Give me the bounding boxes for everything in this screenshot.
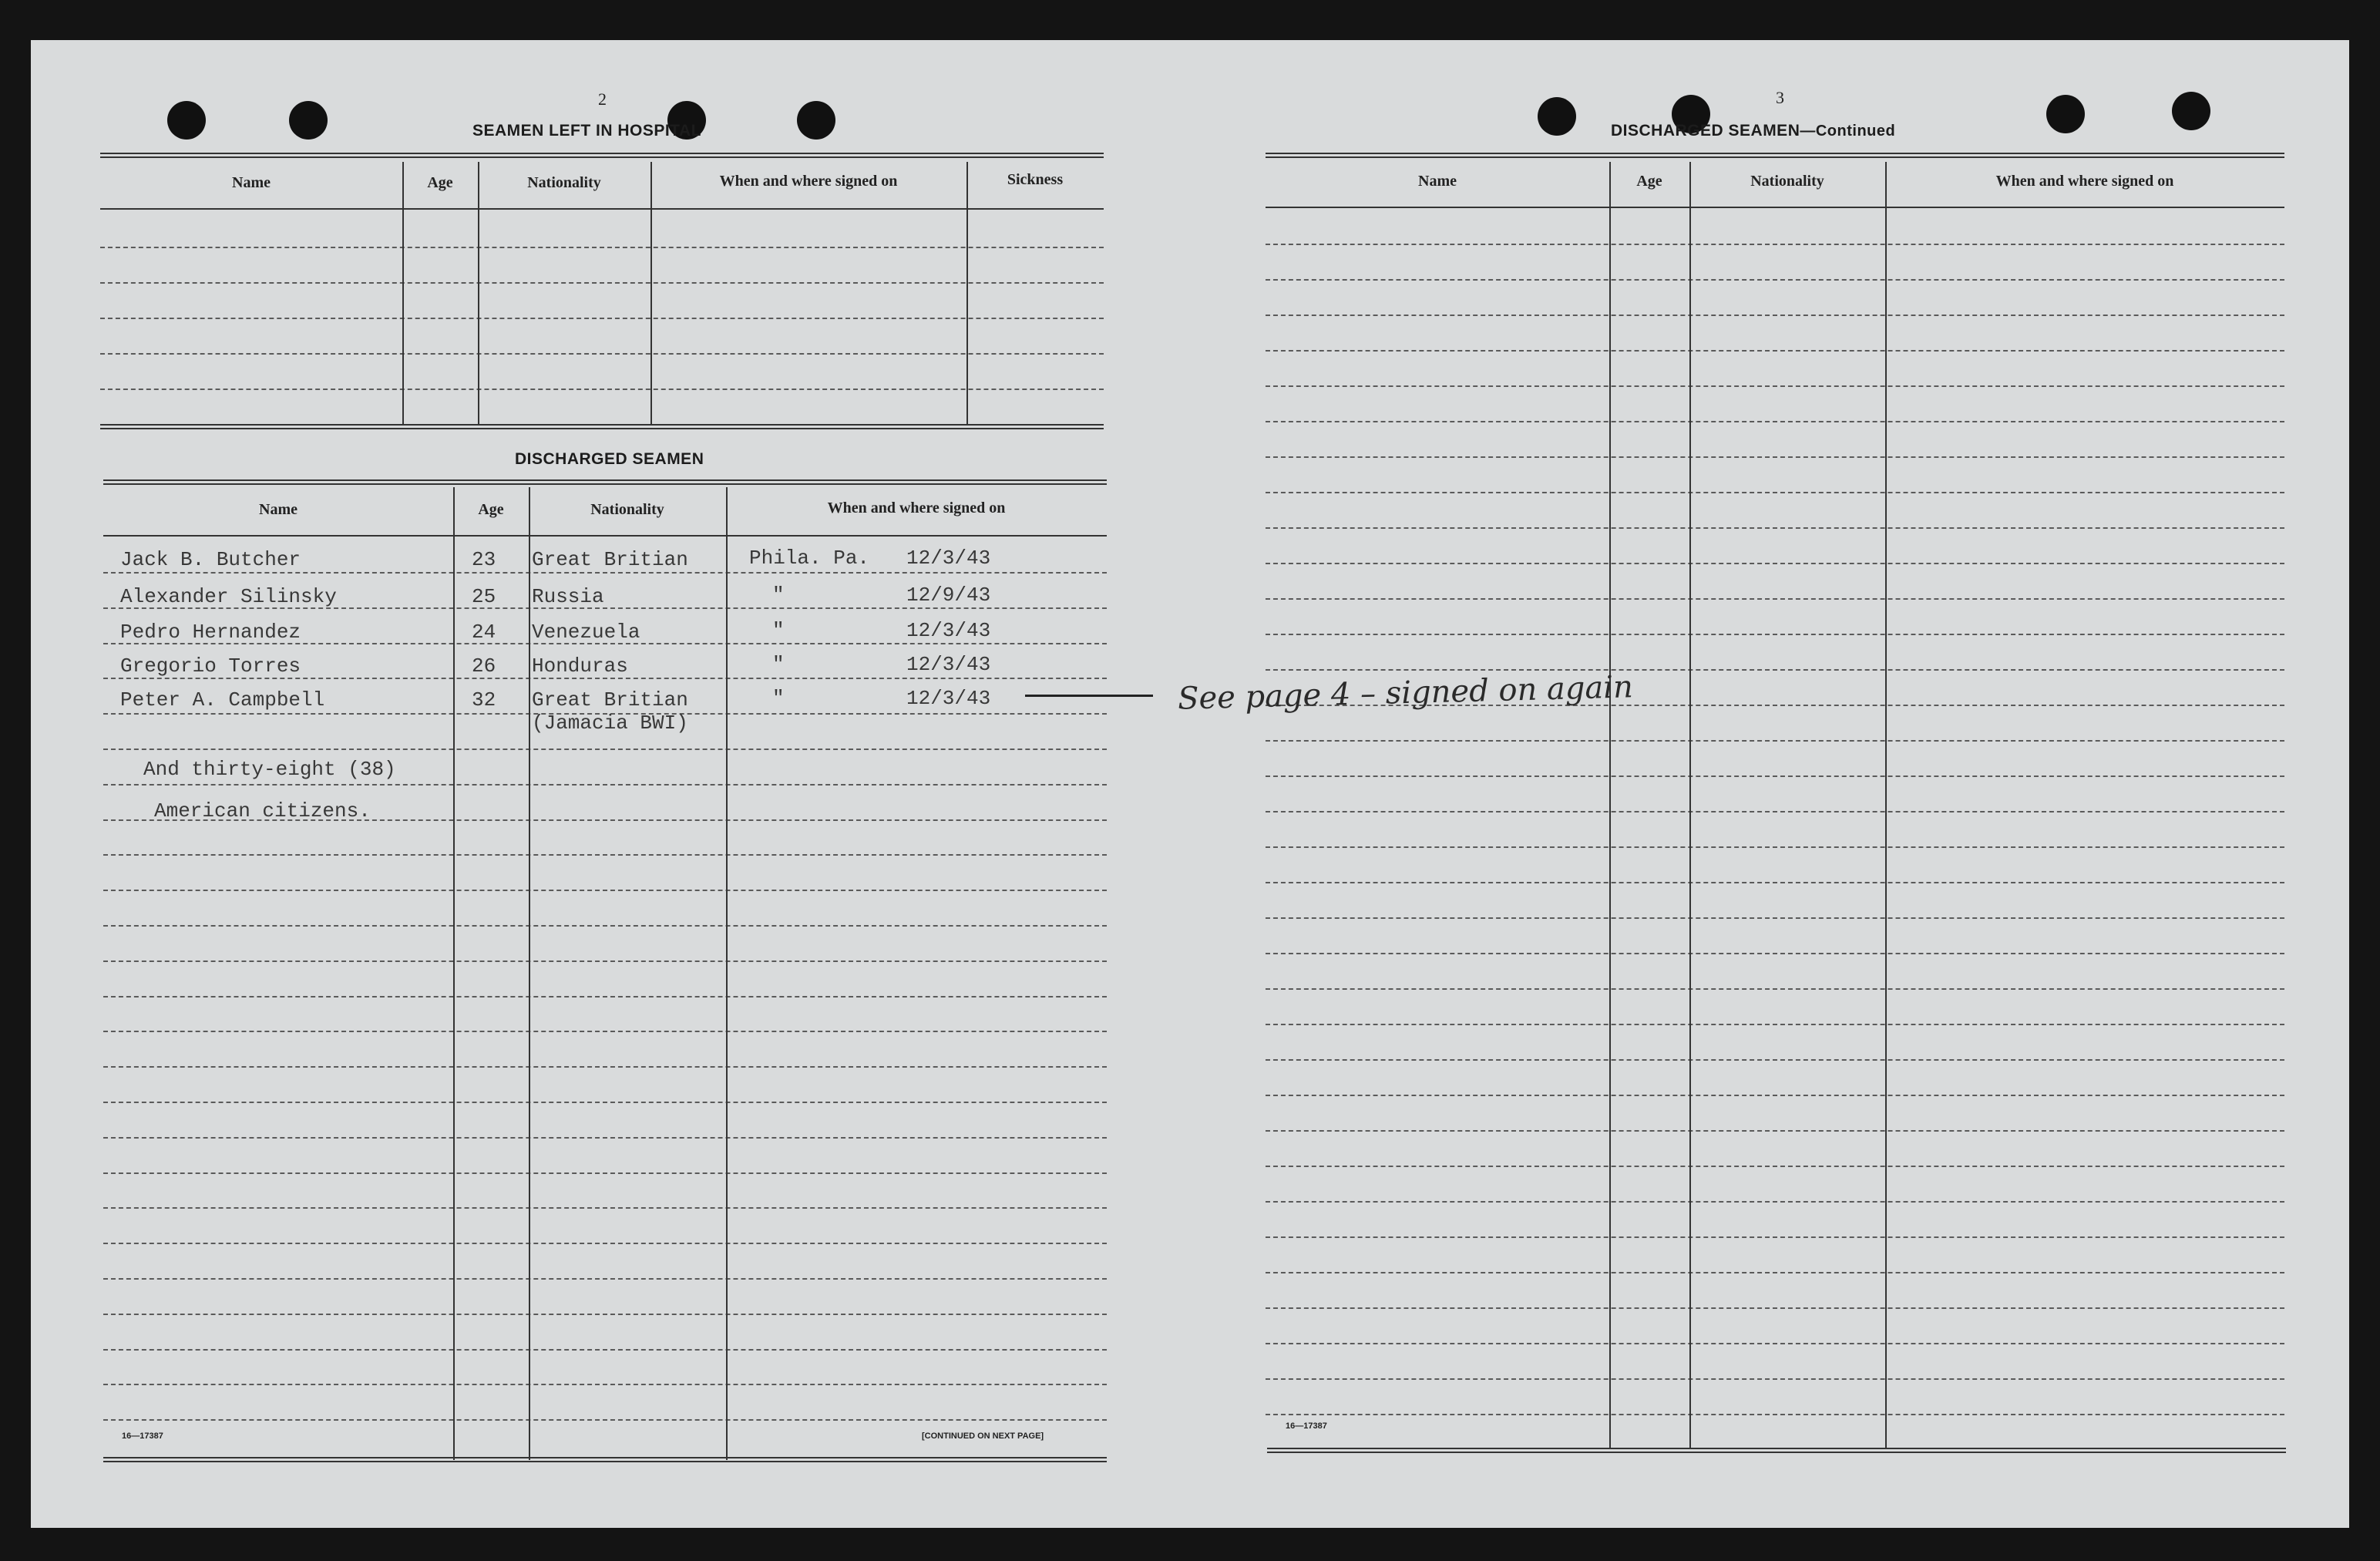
table-row-line	[1266, 492, 2284, 493]
table-row-line	[103, 890, 1107, 891]
hospital-col-nationality: Nationality	[527, 174, 601, 191]
right-section-title	[1611, 122, 1895, 140]
hospital-col-signed-on: When and where signed on	[719, 173, 898, 190]
seaman-signed-date: 12/3/43	[906, 687, 991, 710]
seaman-age: 23	[472, 548, 496, 571]
table-row-line	[1266, 1201, 2284, 1203]
seaman-signed-date: 12/9/43	[906, 584, 991, 607]
hospital-col-sickness: Sickness	[1007, 171, 1064, 188]
table-row-line	[1266, 1130, 2284, 1132]
discharged-col-signed-on: When and where signed on	[827, 500, 1006, 516]
table-row-line	[103, 1031, 1107, 1032]
seaman-name: Alexander Silinsky	[120, 585, 337, 608]
note-line: And thirty-eight (38)	[143, 758, 396, 781]
right-col-signed-on: When and where signed on	[1995, 173, 2174, 190]
table-row-line	[103, 996, 1107, 997]
seaman-signed-place: "	[772, 619, 785, 642]
seaman-nationality: Great Britian	[532, 548, 688, 571]
table-row-line	[103, 1349, 1107, 1351]
seaman-nationality: Russia	[532, 585, 604, 608]
discharged-top-rule	[103, 479, 1107, 485]
table-row-line	[103, 925, 1107, 927]
seaman-signed-date: 12/3/43	[906, 653, 991, 676]
table-row-line	[103, 784, 1107, 786]
table-row-line	[1266, 882, 2284, 883]
table-row-line	[103, 1243, 1107, 1244]
discharged-bottom-rule	[103, 1457, 1107, 1462]
hospital-row-line	[100, 353, 1104, 355]
seaman-name: Peter A. Campbell	[120, 688, 325, 712]
seaman-name: Gregorio Torres	[120, 654, 301, 678]
table-row-line	[1266, 598, 2284, 600]
form-number-right: 16—17387	[1286, 1421, 1327, 1431]
punch-hole	[167, 101, 206, 140]
hospital-col-name: Name	[232, 174, 271, 191]
punch-hole	[289, 101, 328, 140]
right-section-title-suffix: —Continued	[1800, 123, 1896, 140]
table-row-line	[103, 1102, 1107, 1103]
form-number-left: 16—17387	[122, 1431, 163, 1441]
table-row-line	[1266, 563, 2284, 564]
seaman-nationality: Honduras	[532, 654, 628, 678]
table-row-line	[103, 1172, 1107, 1174]
page-number-right: 3	[1776, 88, 1784, 107]
punch-hole	[797, 101, 835, 140]
table-row-line	[1266, 1236, 2284, 1238]
right-section-title-main: DISCHARGED SEAMEN	[1611, 122, 1800, 140]
seaman-nationality: Great Britian	[532, 688, 688, 712]
table-row-line	[1266, 1414, 2284, 1415]
table-row-line	[1266, 811, 2284, 812]
table-row-line	[1266, 846, 2284, 848]
table-row-line	[103, 1278, 1107, 1280]
table-row-line	[1266, 669, 2284, 671]
table-row-line	[1266, 740, 2284, 742]
hospital-col-divider	[478, 162, 479, 424]
continued-note: [CONTINUED ON NEXT PAGE]	[922, 1431, 1044, 1441]
table-row-line	[1266, 456, 2284, 458]
hospital-top-rule	[100, 153, 1104, 158]
hospital-col-divider	[650, 162, 652, 424]
table-row-line	[1266, 1095, 2284, 1096]
table-row-line	[1266, 1024, 2284, 1025]
hospital-row-line	[100, 247, 1104, 248]
seaman-signed-date: 12/3/43	[906, 619, 991, 642]
ledger-paper	[31, 40, 2349, 1528]
table-row-line	[1266, 1272, 2284, 1273]
discharged-section-title: DISCHARGED SEAMEN	[515, 450, 704, 468]
punch-hole	[2172, 92, 2210, 130]
table-row-line	[1266, 917, 2284, 919]
hospital-col-age: Age	[427, 174, 453, 191]
right-bottom-rule	[1267, 1448, 2286, 1453]
table-row-line	[1266, 350, 2284, 352]
seaman-signed-date: 12/3/43	[906, 547, 991, 570]
table-row-line	[103, 1419, 1107, 1421]
seaman-age: 32	[472, 688, 496, 712]
discharged-col-divider	[529, 487, 530, 1460]
table-row-line	[103, 1207, 1107, 1209]
table-row-line	[1266, 1059, 2284, 1061]
right-col-divider	[1885, 162, 1887, 1449]
right-col-nationality: Nationality	[1750, 173, 1824, 190]
punch-hole	[1538, 97, 1576, 136]
discharged-col-divider	[726, 487, 728, 1460]
hospital-col-divider	[402, 162, 404, 424]
punch-hole	[2046, 95, 2085, 133]
hospital-row-line	[100, 282, 1104, 284]
discharged-col-nationality: Nationality	[590, 501, 664, 518]
table-row-line	[103, 1066, 1107, 1068]
seaman-age: 24	[472, 621, 496, 644]
right-header-rule	[1266, 207, 2284, 208]
table-row-line	[1266, 527, 2284, 529]
table-row-line	[1266, 1378, 2284, 1380]
hospital-row-line	[100, 389, 1104, 390]
table-row-line	[103, 1137, 1107, 1139]
hospital-row-line	[100, 318, 1104, 319]
table-row-line	[103, 960, 1107, 962]
table-row-line	[1266, 634, 2284, 635]
discharged-col-age: Age	[478, 501, 504, 518]
table-row-line	[1266, 1307, 2284, 1309]
table-row-line	[103, 1314, 1107, 1315]
page-number-left: 2	[598, 89, 607, 109]
seaman-signed-place: "	[772, 653, 785, 676]
table-row-line	[103, 1384, 1107, 1385]
seaman-name: Jack B. Butcher	[120, 548, 301, 571]
table-row-line	[103, 854, 1107, 856]
seaman-signed-place: Phila. Pa.	[749, 547, 870, 570]
seaman-nationality: Venezuela	[532, 621, 640, 644]
table-row-line	[103, 678, 1107, 679]
hospital-col-divider	[966, 162, 968, 424]
right-col-age: Age	[1636, 173, 1662, 190]
table-row-line	[1266, 953, 2284, 954]
seaman-age: 25	[472, 585, 496, 608]
table-row-line	[103, 572, 1107, 574]
note-connector-line	[1025, 695, 1153, 697]
handwritten-note: See page 4 – signed on again	[1177, 669, 1634, 717]
hospital-bottom-rule	[100, 424, 1104, 429]
discharged-col-divider	[453, 487, 455, 1460]
table-row-line	[1266, 1343, 2284, 1344]
hospital-section-title: SEAMEN LEFT IN HOSPITAL	[472, 122, 701, 140]
table-row-line	[1266, 421, 2284, 422]
right-top-rule	[1266, 153, 2284, 158]
table-row-line	[1266, 385, 2284, 387]
seaman-signed-place: "	[772, 687, 785, 710]
hospital-header-rule	[100, 208, 1104, 210]
seaman-signed-place: "	[772, 584, 785, 607]
discharged-header-rule	[103, 535, 1107, 537]
note-line: American citizens.	[154, 799, 371, 823]
discharged-col-name: Name	[259, 501, 298, 518]
table-row-line	[1266, 244, 2284, 245]
seaman-age: 26	[472, 654, 496, 678]
right-col-name: Name	[1418, 173, 1457, 190]
table-row-line	[1266, 279, 2284, 281]
seaman-name: Pedro Hernandez	[120, 621, 301, 644]
table-row-line	[103, 749, 1107, 750]
table-row-line	[1266, 988, 2284, 990]
seaman-nationality-detail: (Jamacia BWI)	[532, 712, 688, 735]
right-col-divider	[1689, 162, 1691, 1449]
right-col-divider	[1609, 162, 1611, 1449]
table-row-line	[1266, 315, 2284, 316]
table-row-line	[1266, 1166, 2284, 1167]
table-row-line	[1266, 775, 2284, 777]
